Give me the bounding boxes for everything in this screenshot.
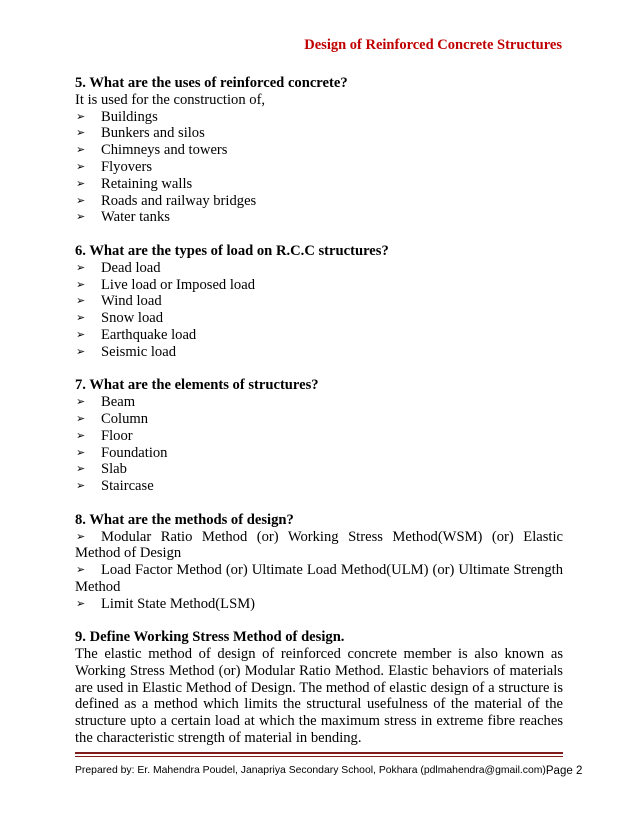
list-item: ➢ Buildings — [76, 108, 158, 125]
page-number: Page 2 — [545, 765, 583, 777]
arrow-bullet-icon: ➢ — [76, 564, 86, 577]
arrow-bullet-icon: ➢ — [76, 328, 86, 341]
arrow-bullet-icon: ➢ — [76, 463, 86, 476]
arrow-bullet-icon: ➢ — [76, 429, 86, 442]
arrow-bullet-icon: ➢ — [76, 194, 86, 207]
question-heading: 8. What are the methods of design? — [75, 511, 294, 528]
list-item: ➢ Earthquake load — [76, 326, 197, 343]
list-item: ➢ Floor — [76, 427, 133, 444]
question-heading: 7. What are the elements of structures? — [75, 377, 319, 394]
arrow-bullet-icon: ➢ — [76, 597, 86, 610]
list-item: ➢ Bunkers and silos — [76, 125, 205, 142]
list-item: ➢ Seismic load — [76, 343, 176, 360]
list-item: ➢ Slab — [76, 461, 127, 478]
arrow-bullet-icon: ➢ — [76, 295, 86, 308]
list-item: ➢ Limit State Method(LSM) — [76, 595, 256, 612]
arrow-bullet-icon: ➢ — [76, 530, 86, 543]
section-load-types — [75, 243, 563, 361]
arrow-bullet-icon: ➢ — [76, 127, 86, 140]
arrow-bullet-icon: ➢ — [76, 312, 86, 325]
list-item: ➢ Foundation — [76, 444, 168, 461]
arrow-bullet-icon: ➢ — [76, 211, 86, 224]
list-item: ➢ Load Factor Method (or) Ultimate Load Method(ULM) (or) Ultimate Strength Method — [75, 562, 563, 595]
arrow-bullet-icon: ➢ — [76, 446, 86, 459]
arrow-bullet-icon: ➢ — [76, 396, 86, 409]
question-heading: 6. What are the types of load on R.C.C structures? — [75, 242, 389, 259]
section-working-stress — [75, 629, 563, 747]
list-item: ➢ Flyovers — [76, 158, 153, 175]
footer-credit: Prepared by: Er. Mahendra Poudel, Janapriya Secondary School, Pokhara (pdlmahendra@gmail.com) — [75, 765, 546, 776]
arrow-bullet-icon: ➢ — [76, 480, 86, 493]
list-item: ➢ Dead load — [76, 259, 161, 276]
list-item: ➢ Wind load — [76, 293, 162, 310]
footer-divider-thin — [75, 756, 563, 757]
page-header-title: Design of Reinforced Concrete Structures — [304, 37, 562, 53]
list-item: ➢ Snow load — [76, 310, 164, 327]
arrow-bullet-icon: ➢ — [76, 261, 86, 274]
arrow-bullet-icon: ➢ — [76, 144, 86, 157]
arrow-bullet-icon: ➢ — [76, 160, 86, 173]
body-paragraph: The elastic method of design of reinforced concrete member is also known as Working Stress Method (or) Modular Ratio Method. Elastic behaviors of materials are used in Elastic Method of Design. The method of elastic design of a structure is defined as a method which limits the structural usefulness of the material of the structure upto a certain load at which the maximum stress in extreme fibre reaches the characteristic strength of material in bending. — [75, 646, 563, 747]
section-elements — [75, 377, 563, 495]
list-item: ➢ Modular Ratio Method (or) Working Stress Method(WSM) (or) Elastic Method of Design — [75, 528, 563, 562]
list-item: ➢ Column — [76, 410, 149, 427]
question-heading: 9. Define Working Stress Method of design. — [75, 629, 345, 646]
list-item: ➢ Beam — [76, 394, 136, 411]
arrow-bullet-icon: ➢ — [76, 345, 86, 358]
question-heading: 5. What are the uses of reinforced concrete? — [75, 75, 348, 91]
section-design-methods — [75, 512, 563, 613]
section-intro: It is used for the construction of, — [75, 91, 266, 108]
list-item: ➢ Roads and railway bridges — [76, 192, 257, 209]
list-item: ➢ Live load or Imposed load — [76, 276, 256, 293]
list-item: ➢ Chimneys and towers — [76, 142, 228, 159]
arrow-bullet-icon: ➢ — [76, 177, 86, 190]
section-uses — [75, 75, 563, 226]
page-content — [75, 75, 563, 747]
footer-divider — [75, 752, 563, 754]
page-footer — [75, 765, 583, 777]
list-item: ➢ Staircase — [76, 478, 154, 495]
arrow-bullet-icon: ➢ — [76, 278, 86, 291]
list-item: ➢ Water tanks — [76, 209, 170, 226]
arrow-bullet-icon: ➢ — [76, 110, 86, 123]
list-item: ➢ Retaining walls — [76, 175, 193, 192]
arrow-bullet-icon: ➢ — [76, 412, 86, 425]
